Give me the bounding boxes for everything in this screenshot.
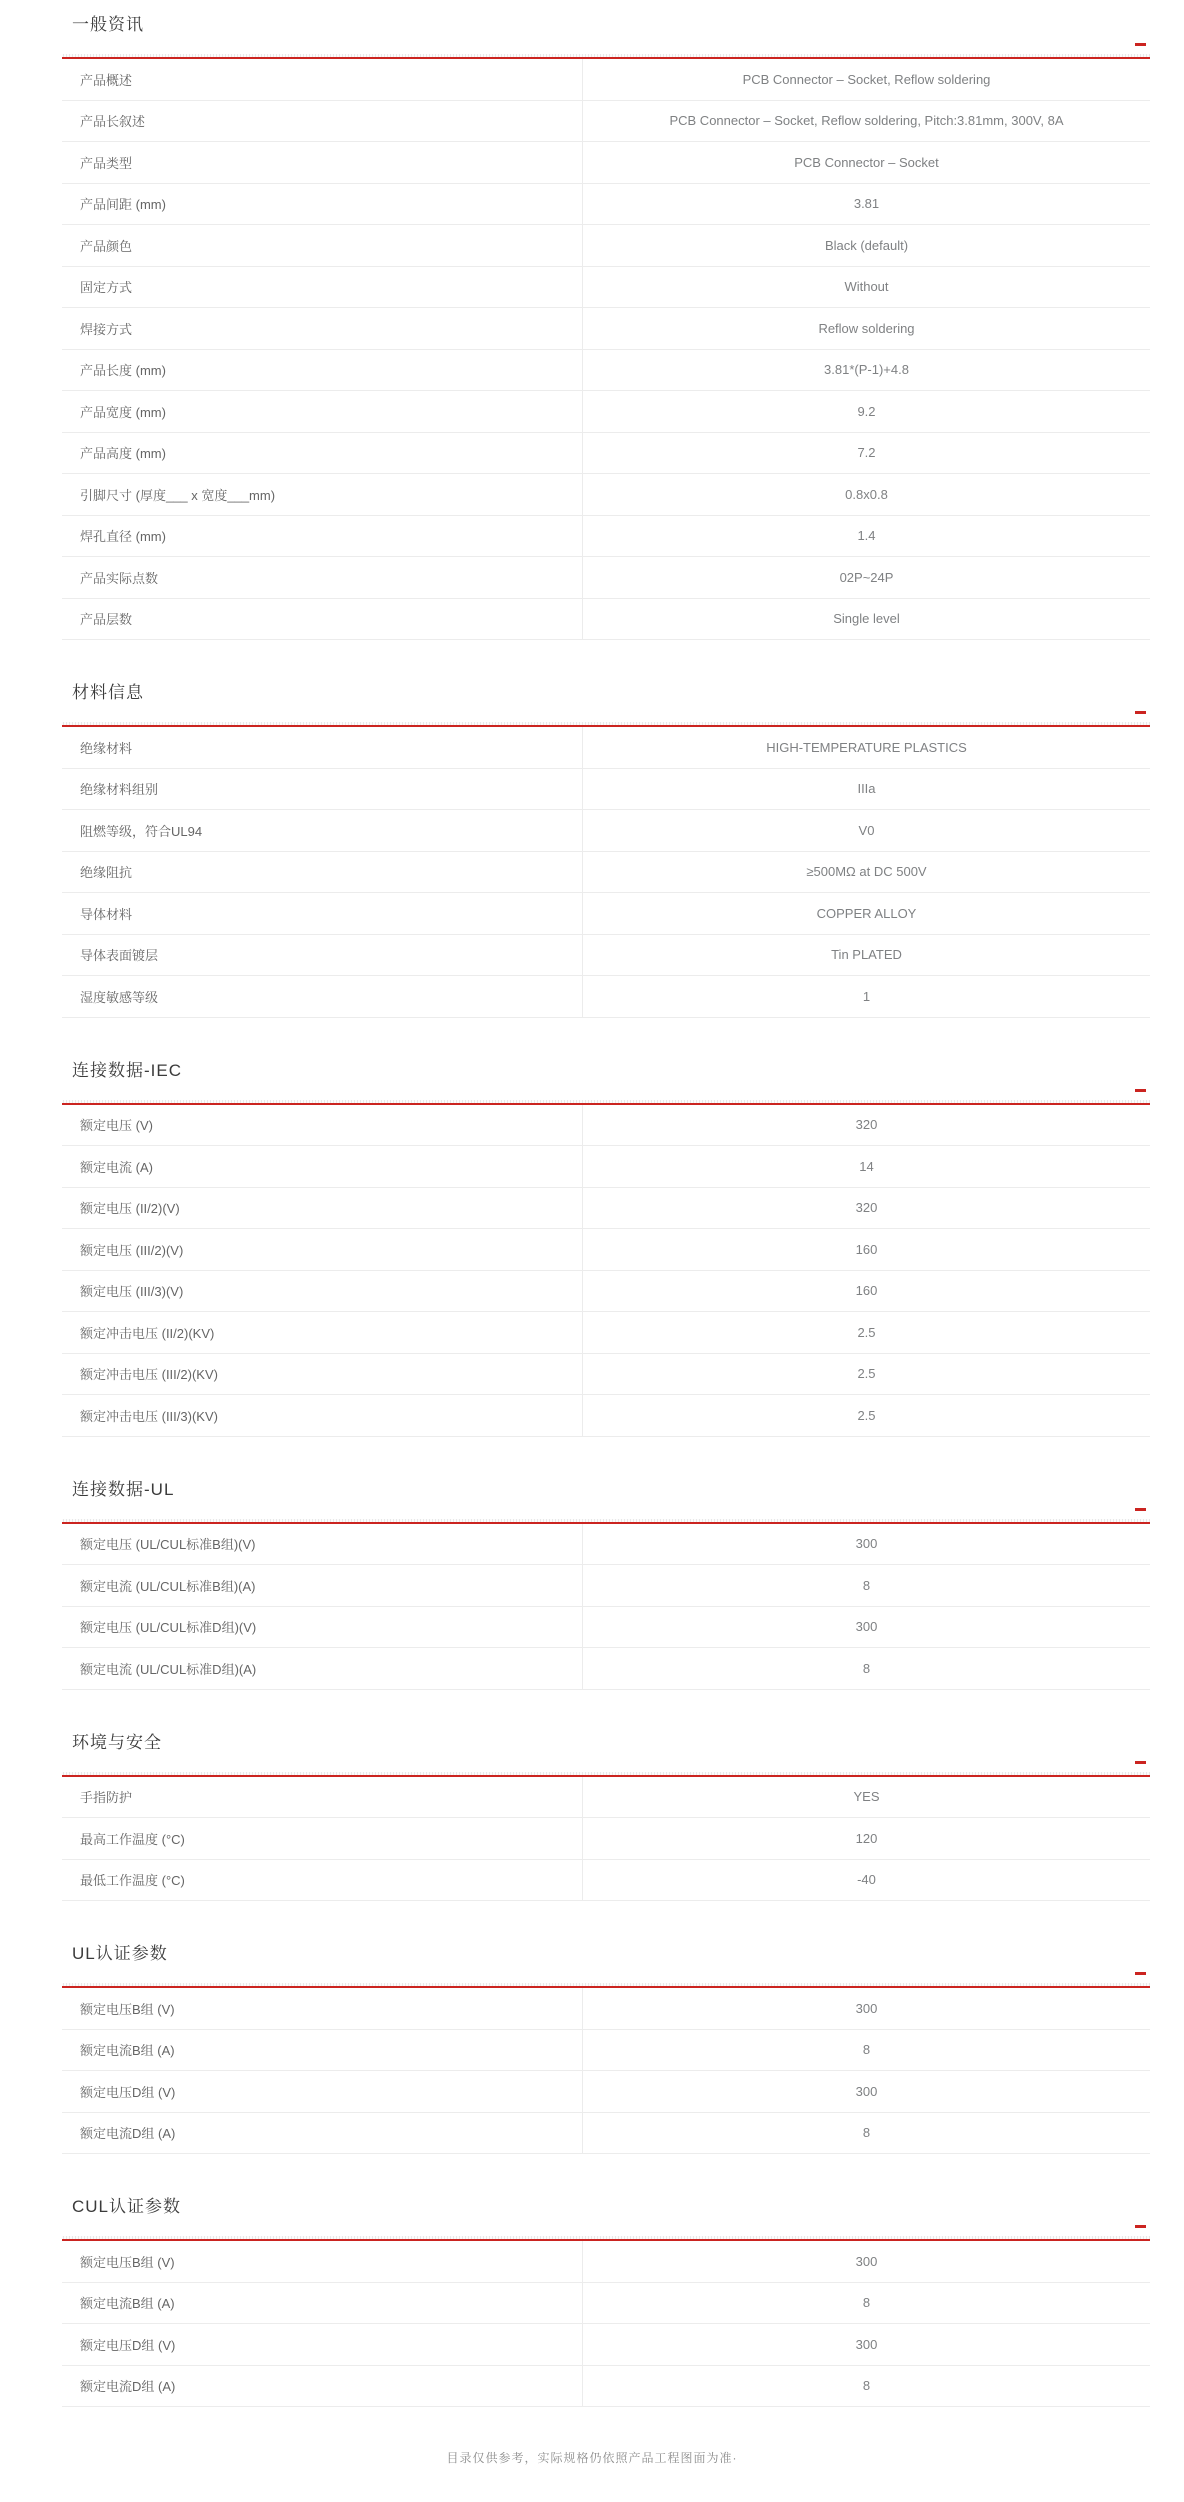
spec-value: 160 <box>855 1241 878 1257</box>
section-title: 连接数据-IEC <box>72 1060 182 1080</box>
spec-label: 产品类型 <box>62 142 583 183</box>
spec-label: 额定电压 (III/2)(V) <box>62 1229 583 1270</box>
footer-note: 目录仅供参考，实际规格仍依照产品工程图面为准· <box>446 2451 738 2465</box>
table-row <box>62 893 1150 935</box>
spec-table <box>62 727 1150 1018</box>
spec-value: Reflow soldering <box>818 320 915 336</box>
spec-label: 额定电压D组 (V) <box>62 2324 583 2365</box>
spec-value: 300 <box>855 2253 878 2269</box>
spec-value: 02P~24P <box>839 569 894 585</box>
spec-label: 额定电流 (A) <box>62 1146 583 1187</box>
table-row <box>62 1818 1150 1860</box>
section-header <box>62 1941 1150 1983</box>
spec-label: 焊接方式 <box>62 308 583 349</box>
table-row <box>62 308 1150 350</box>
spec-value: PCB Connector – Socket <box>794 154 939 170</box>
table-row <box>62 2071 1150 2113</box>
spec-value: 8 <box>862 2378 871 2394</box>
spec-label: 产品实际点数 <box>62 557 583 598</box>
spec-value: Black (default) <box>824 237 909 253</box>
spec-value: 1 <box>862 988 871 1004</box>
spec-label: 产品概述 <box>62 59 583 100</box>
spec-label: 最高工作温度 (°C) <box>62 1818 583 1859</box>
spec-value: 8 <box>862 2042 871 2058</box>
spec-label: 额定电压B组 (V) <box>62 2241 583 2282</box>
spec-label: 产品高度 (mm) <box>62 433 583 474</box>
table-row <box>62 474 1150 516</box>
table-row <box>62 101 1150 143</box>
table-row <box>62 142 1150 184</box>
spec-section <box>62 1058 1150 1437</box>
table-row <box>62 1229 1150 1271</box>
spec-value: 8 <box>862 2295 871 2311</box>
spec-value: 300 <box>855 2336 878 2352</box>
spec-label: 额定电流B组 (A) <box>62 2030 583 2071</box>
spec-value: V0 <box>858 822 875 838</box>
spec-value: 3.81*(P-1)+4.8 <box>824 362 909 378</box>
table-row <box>62 1271 1150 1313</box>
table-row <box>62 2283 1150 2325</box>
spec-section <box>62 1941 1150 2154</box>
spec-label: 导体材料 <box>62 893 583 934</box>
spec-section <box>62 1730 1150 1902</box>
spec-label: 导体表面镀层 <box>62 935 583 976</box>
spec-label: 额定电流 (UL/CUL标准D组)(A) <box>62 1648 583 1689</box>
spec-label: 绝缘材料组别 <box>62 769 583 810</box>
spec-table <box>62 1988 1150 2154</box>
spec-label: 额定电压D组 (V) <box>62 2071 583 2112</box>
section-header <box>62 2194 1150 2236</box>
spec-value: PCB Connector – Socket, Reflow soldering, Pitch:3.81mm, 300V, 8A <box>669 113 1064 129</box>
table-row <box>62 184 1150 226</box>
spec-label: 最低工作温度 (°C) <box>62 1860 583 1901</box>
table-row <box>62 2366 1150 2408</box>
spec-label: 产品长度 (mm) <box>62 350 583 391</box>
spec-value: 2.5 <box>857 1324 876 1340</box>
spec-value: 300 <box>855 2083 878 2099</box>
table-row <box>62 2113 1150 2155</box>
table-row <box>62 1312 1150 1354</box>
section-title: 材料信息 <box>72 683 144 702</box>
table-row <box>62 391 1150 433</box>
spec-value: Without <box>844 279 889 295</box>
collapse-minus-icon[interactable] <box>1135 711 1146 714</box>
table-row <box>62 2030 1150 2072</box>
spec-value: 2.5 <box>857 1407 876 1423</box>
spec-label: 额定电压 (UL/CUL标准D组)(V) <box>62 1607 583 1648</box>
spec-section <box>62 1477 1150 1690</box>
collapse-minus-icon[interactable] <box>1135 43 1146 46</box>
spec-label: 额定电流 (UL/CUL标准B组)(A) <box>62 1565 583 1606</box>
spec-value: 8 <box>862 2125 871 2141</box>
spec-value: 9.2 <box>857 403 876 419</box>
spec-value: 2.5 <box>857 1366 876 1382</box>
spec-value: Tin PLATED <box>831 947 902 963</box>
spec-label: 湿度敏感等级 <box>62 976 583 1017</box>
spec-label: 额定冲击电压 (II/2)(KV) <box>62 1312 583 1353</box>
table-row <box>62 852 1150 894</box>
spec-value: Single level <box>833 611 900 627</box>
spec-value: 14 <box>859 1158 874 1174</box>
spec-label: 额定电压 (III/3)(V) <box>62 1271 583 1312</box>
table-row <box>62 1395 1150 1437</box>
section-title: 环境与安全 <box>72 1732 162 1752</box>
spec-value: PCB Connector – Socket, Reflow soldering <box>742 71 991 87</box>
spec-value: COPPER ALLOY <box>816 905 917 921</box>
spec-label: 产品间距 (mm) <box>62 184 583 225</box>
spec-label: 手指防护 <box>62 1777 583 1818</box>
section-header <box>62 680 1150 722</box>
table-row <box>62 599 1150 641</box>
table-row <box>62 1105 1150 1147</box>
section-title: 一般资讯 <box>72 15 144 34</box>
spec-label: 焊孔直径 (mm) <box>62 516 583 557</box>
table-row <box>62 267 1150 309</box>
table-row <box>62 810 1150 852</box>
spec-label: 产品层数 <box>62 599 583 640</box>
table-row <box>62 557 1150 599</box>
spec-label: 绝缘阻抗 <box>62 852 583 893</box>
spec-label: 额定电压 (V) <box>62 1105 583 1146</box>
table-row <box>62 1146 1150 1188</box>
spec-label: 产品颜色 <box>62 225 583 266</box>
spec-label: 额定冲击电压 (III/2)(KV) <box>62 1354 583 1395</box>
section-header <box>62 12 1150 54</box>
spec-label: 额定电流D组 (A) <box>62 2113 583 2154</box>
spec-value: 7.2 <box>857 445 876 461</box>
spec-table <box>62 1524 1150 1690</box>
spec-label: 阻燃等级，符合UL94 <box>62 810 583 851</box>
table-row <box>62 1354 1150 1396</box>
spec-value: 300 <box>855 1536 878 1552</box>
spec-label: 产品长叙述 <box>62 101 583 142</box>
spec-value: 8 <box>862 1577 871 1593</box>
spec-label: 额定电流D组 (A) <box>62 2366 583 2407</box>
table-row <box>62 225 1150 267</box>
collapse-minus-icon[interactable] <box>1135 1972 1146 1975</box>
collapse-minus-icon[interactable] <box>1135 1761 1146 1764</box>
spec-section <box>62 2194 1150 2407</box>
spec-value: 1.4 <box>857 528 876 544</box>
spec-value: 300 <box>855 2000 878 2016</box>
spec-label: 额定电压B组 (V) <box>62 1988 583 2029</box>
spec-label: 额定电压 (UL/CUL标准B组)(V) <box>62 1524 583 1565</box>
spec-table <box>62 2241 1150 2407</box>
section-header <box>62 1058 1150 1100</box>
spec-value: 160 <box>855 1283 878 1299</box>
table-row <box>62 976 1150 1018</box>
spec-label: 额定冲击电压 (III/3)(KV) <box>62 1395 583 1436</box>
table-row <box>62 1607 1150 1649</box>
spec-table <box>62 59 1150 640</box>
spec-value: 8 <box>862 1660 871 1676</box>
table-row <box>62 2324 1150 2366</box>
table-row <box>62 1565 1150 1607</box>
spec-value: HIGH-TEMPERATURE PLASTICS <box>766 739 967 755</box>
spec-value: 3.81 <box>853 196 880 212</box>
section-title: CUL认证参数 <box>72 2197 182 2216</box>
table-row <box>62 1988 1150 2030</box>
spec-value: 320 <box>855 1117 878 1133</box>
spec-value: YES <box>853 1789 880 1805</box>
table-row <box>62 1777 1150 1819</box>
spec-label: 额定电流B组 (A) <box>62 2283 583 2324</box>
table-row <box>62 1860 1150 1902</box>
collapse-minus-icon[interactable] <box>1135 2225 1146 2228</box>
table-row <box>62 769 1150 811</box>
section-header <box>62 1477 1150 1519</box>
spec-label: 引脚尺寸 (厚度___ x 宽度___mm) <box>62 474 583 515</box>
table-row <box>62 350 1150 392</box>
collapse-minus-icon[interactable] <box>1135 1089 1146 1092</box>
table-row <box>62 516 1150 558</box>
spec-label: 额定电压 (II/2)(V) <box>62 1188 583 1229</box>
spec-table <box>62 1105 1150 1437</box>
spec-label: 产品宽度 (mm) <box>62 391 583 432</box>
spec-value: 120 <box>855 1830 878 1846</box>
spec-value: 300 <box>855 1619 878 1635</box>
spec-section <box>62 12 1150 640</box>
spec-section <box>62 680 1150 1018</box>
spec-value: 0.8x0.8 <box>845 486 888 502</box>
spec-value: ≥500MΩ at DC 500V <box>806 864 927 880</box>
table-row <box>62 1648 1150 1690</box>
spec-value: -40 <box>857 1872 876 1888</box>
table-row <box>62 1524 1150 1566</box>
spec-table <box>62 1777 1150 1902</box>
spec-label: 固定方式 <box>62 267 583 308</box>
section-header <box>62 1730 1150 1772</box>
collapse-minus-icon[interactable] <box>1135 1508 1146 1511</box>
table-row <box>62 1188 1150 1230</box>
table-row <box>62 2241 1150 2283</box>
table-row <box>62 935 1150 977</box>
spec-label: 绝缘材料 <box>62 727 583 768</box>
spec-value: IIIa <box>857 781 876 797</box>
section-title: UL认证参数 <box>72 1944 168 1963</box>
table-row <box>62 59 1150 101</box>
table-row <box>62 727 1150 769</box>
spec-value: 320 <box>855 1200 878 1216</box>
spec-sheet <box>62 0 1150 2407</box>
section-title: 连接数据-UL <box>72 1479 175 1499</box>
table-row <box>62 433 1150 475</box>
